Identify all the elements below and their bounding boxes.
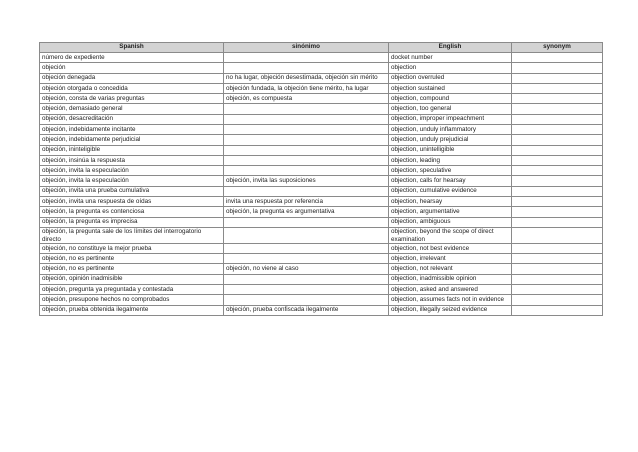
table-row — [40, 104, 603, 114]
english-cell: objection, unintelligible — [389, 145, 512, 155]
english-cell: objection, hearsay — [389, 196, 512, 206]
synonym-cell — [512, 227, 603, 243]
spanish-cell: objeción, no constituye la mejor prueba — [40, 243, 224, 253]
sinonimo-cell — [224, 285, 389, 295]
sinonimo-cell — [224, 274, 389, 284]
english-cell: objection, argumentative — [389, 207, 512, 217]
spanish-cell: objeción, desacreditación — [40, 114, 224, 124]
spanish-cell: objeción, invita la especulación — [40, 176, 224, 186]
synonym-cell — [512, 73, 603, 83]
spanish-cell: objeción, no es pertinente — [40, 264, 224, 274]
english-cell: objection — [389, 63, 512, 73]
spanish-cell: objeción, insinúa la respuesta — [40, 155, 224, 165]
synonym-cell — [512, 176, 603, 186]
sinonimo-cell: objeción, la pregunta es argumentativa — [224, 207, 389, 217]
english-cell: objection, improper impeachment — [389, 114, 512, 124]
table-row — [40, 63, 603, 73]
sinonimo-cell — [224, 114, 389, 124]
table-row — [40, 243, 603, 253]
synonym-cell — [512, 63, 603, 73]
header-sinonimo: sinónimo — [224, 43, 389, 53]
header-spanish: Spanish — [40, 43, 224, 53]
table-row — [40, 114, 603, 124]
english-cell: objection, illegally seized evidence — [389, 305, 512, 315]
spanish-cell: número de expediente — [40, 53, 224, 63]
sinonimo-cell: objeción, no viene al caso — [224, 264, 389, 274]
sinonimo-cell — [224, 243, 389, 253]
header-row — [40, 43, 603, 53]
spanish-cell: objeción, invita una respuesta de oídas — [40, 196, 224, 206]
sinonimo-cell — [224, 186, 389, 196]
synonym-cell — [512, 135, 603, 145]
table-row — [40, 295, 603, 305]
synonym-cell — [512, 305, 603, 315]
table-row — [40, 145, 603, 155]
header-english: English — [389, 43, 512, 53]
table-row — [40, 124, 603, 134]
sinonimo-cell — [224, 254, 389, 264]
sinonimo-cell — [224, 124, 389, 134]
sinonimo-cell — [224, 227, 389, 243]
spanish-cell: objeción otorgada o concedida — [40, 83, 224, 93]
english-cell: objection, assumes facts not in evidence — [389, 295, 512, 305]
spanish-cell: objeción, la pregunta sale de los límites del interrogatorio directo — [40, 227, 224, 243]
glossary-table — [39, 42, 603, 316]
spanish-cell: objeción, la pregunta es imprecisa — [40, 217, 224, 227]
table-row — [40, 83, 603, 93]
english-cell: objection, irrelevant — [389, 254, 512, 264]
synonym-cell — [512, 207, 603, 217]
table-row — [40, 305, 603, 315]
table-row — [40, 94, 603, 104]
spanish-cell: objeción — [40, 63, 224, 73]
english-cell: docket number — [389, 53, 512, 63]
synonym-cell — [512, 254, 603, 264]
table-row — [40, 227, 603, 243]
sinonimo-cell — [224, 295, 389, 305]
sinonimo-cell — [224, 53, 389, 63]
spanish-cell: objeción, prueba obtenida ilegalmente — [40, 305, 224, 315]
synonym-cell — [512, 243, 603, 253]
english-cell: objection, speculative — [389, 166, 512, 176]
english-cell: objection, too general — [389, 104, 512, 114]
synonym-cell — [512, 83, 603, 93]
english-cell: objection, unduly prejudicial — [389, 135, 512, 145]
table-row — [40, 73, 603, 83]
spanish-cell: objeción denegada — [40, 73, 224, 83]
sinonimo-cell: objeción, invita las suposiciones — [224, 176, 389, 186]
table-row — [40, 53, 603, 63]
sinonimo-cell — [224, 217, 389, 227]
english-cell: objection sustained — [389, 83, 512, 93]
table-row — [40, 264, 603, 274]
synonym-cell — [512, 114, 603, 124]
sinonimo-cell: no ha lugar, objeción desestimada, objeción sin mérito — [224, 73, 389, 83]
english-cell: objection, inadmissible opinion — [389, 274, 512, 284]
sinonimo-cell — [224, 166, 389, 176]
sinonimo-cell — [224, 104, 389, 114]
synonym-cell — [512, 166, 603, 176]
synonym-cell — [512, 145, 603, 155]
synonym-cell — [512, 285, 603, 295]
table-row — [40, 135, 603, 145]
table-row — [40, 274, 603, 284]
table-row — [40, 207, 603, 217]
english-cell: objection, beyond the scope of direct examination — [389, 227, 512, 243]
sinonimo-cell — [224, 135, 389, 145]
table-body — [40, 53, 603, 316]
english-cell: objection, asked and answered — [389, 285, 512, 295]
synonym-cell — [512, 217, 603, 227]
spanish-cell: objeción, no es pertinente — [40, 254, 224, 264]
sinonimo-cell: invita una respuesta por referencia — [224, 196, 389, 206]
sinonimo-cell — [224, 63, 389, 73]
synonym-cell — [512, 94, 603, 104]
english-cell: objection, not best evidence — [389, 243, 512, 253]
synonym-cell — [512, 196, 603, 206]
spanish-cell: objeción, pregunta ya preguntada y contestada — [40, 285, 224, 295]
synonym-cell — [512, 124, 603, 134]
synonym-cell — [512, 104, 603, 114]
table-row — [40, 285, 603, 295]
english-cell: objection, not relevant — [389, 264, 512, 274]
english-cell: objection, compound — [389, 94, 512, 104]
sinonimo-cell: objeción fundada, la objeción tiene mérito, ha lugar — [224, 83, 389, 93]
spanish-cell: objeción, la pregunta es contenciosa — [40, 207, 224, 217]
english-cell: objection, ambiguous — [389, 217, 512, 227]
spanish-cell: objeción, indebidamente perjudicial — [40, 135, 224, 145]
synonym-cell — [512, 264, 603, 274]
synonym-cell — [512, 295, 603, 305]
table-row — [40, 254, 603, 264]
synonym-cell — [512, 53, 603, 63]
english-cell: objection, unduly inflammatory — [389, 124, 512, 134]
sinonimo-cell — [224, 155, 389, 165]
header-synonym: synonym — [512, 43, 603, 53]
spanish-cell: objeción, invita la especulación — [40, 166, 224, 176]
spanish-cell: objeción, presupone hechos no comprobados — [40, 295, 224, 305]
synonym-cell — [512, 155, 603, 165]
english-cell: objection, calls for hearsay — [389, 176, 512, 186]
synonym-cell — [512, 186, 603, 196]
spanish-cell: objeción, invita una prueba cumulativa — [40, 186, 224, 196]
table-row — [40, 186, 603, 196]
table-row — [40, 166, 603, 176]
spanish-cell: objeción, opinión inadmisible — [40, 274, 224, 284]
sinonimo-cell: objeción, prueba confiscada ilegalmente — [224, 305, 389, 315]
sinonimo-cell — [224, 145, 389, 155]
spanish-cell: objeción, ininteligible — [40, 145, 224, 155]
english-cell: objection, cumulative evidence — [389, 186, 512, 196]
glossary-page — [39, 42, 602, 316]
sinonimo-cell: objeción, es compuesta — [224, 94, 389, 104]
table-row — [40, 155, 603, 165]
table-row — [40, 217, 603, 227]
table-header — [40, 43, 603, 53]
english-cell: objection, leading — [389, 155, 512, 165]
english-cell: objection overruled — [389, 73, 512, 83]
spanish-cell: objeción, consta de varias preguntas — [40, 94, 224, 104]
spanish-cell: objeción, demasiado general — [40, 104, 224, 114]
synonym-cell — [512, 274, 603, 284]
table-row — [40, 196, 603, 206]
table-row — [40, 176, 603, 186]
spanish-cell: objeción, indebidamente incitante — [40, 124, 224, 134]
